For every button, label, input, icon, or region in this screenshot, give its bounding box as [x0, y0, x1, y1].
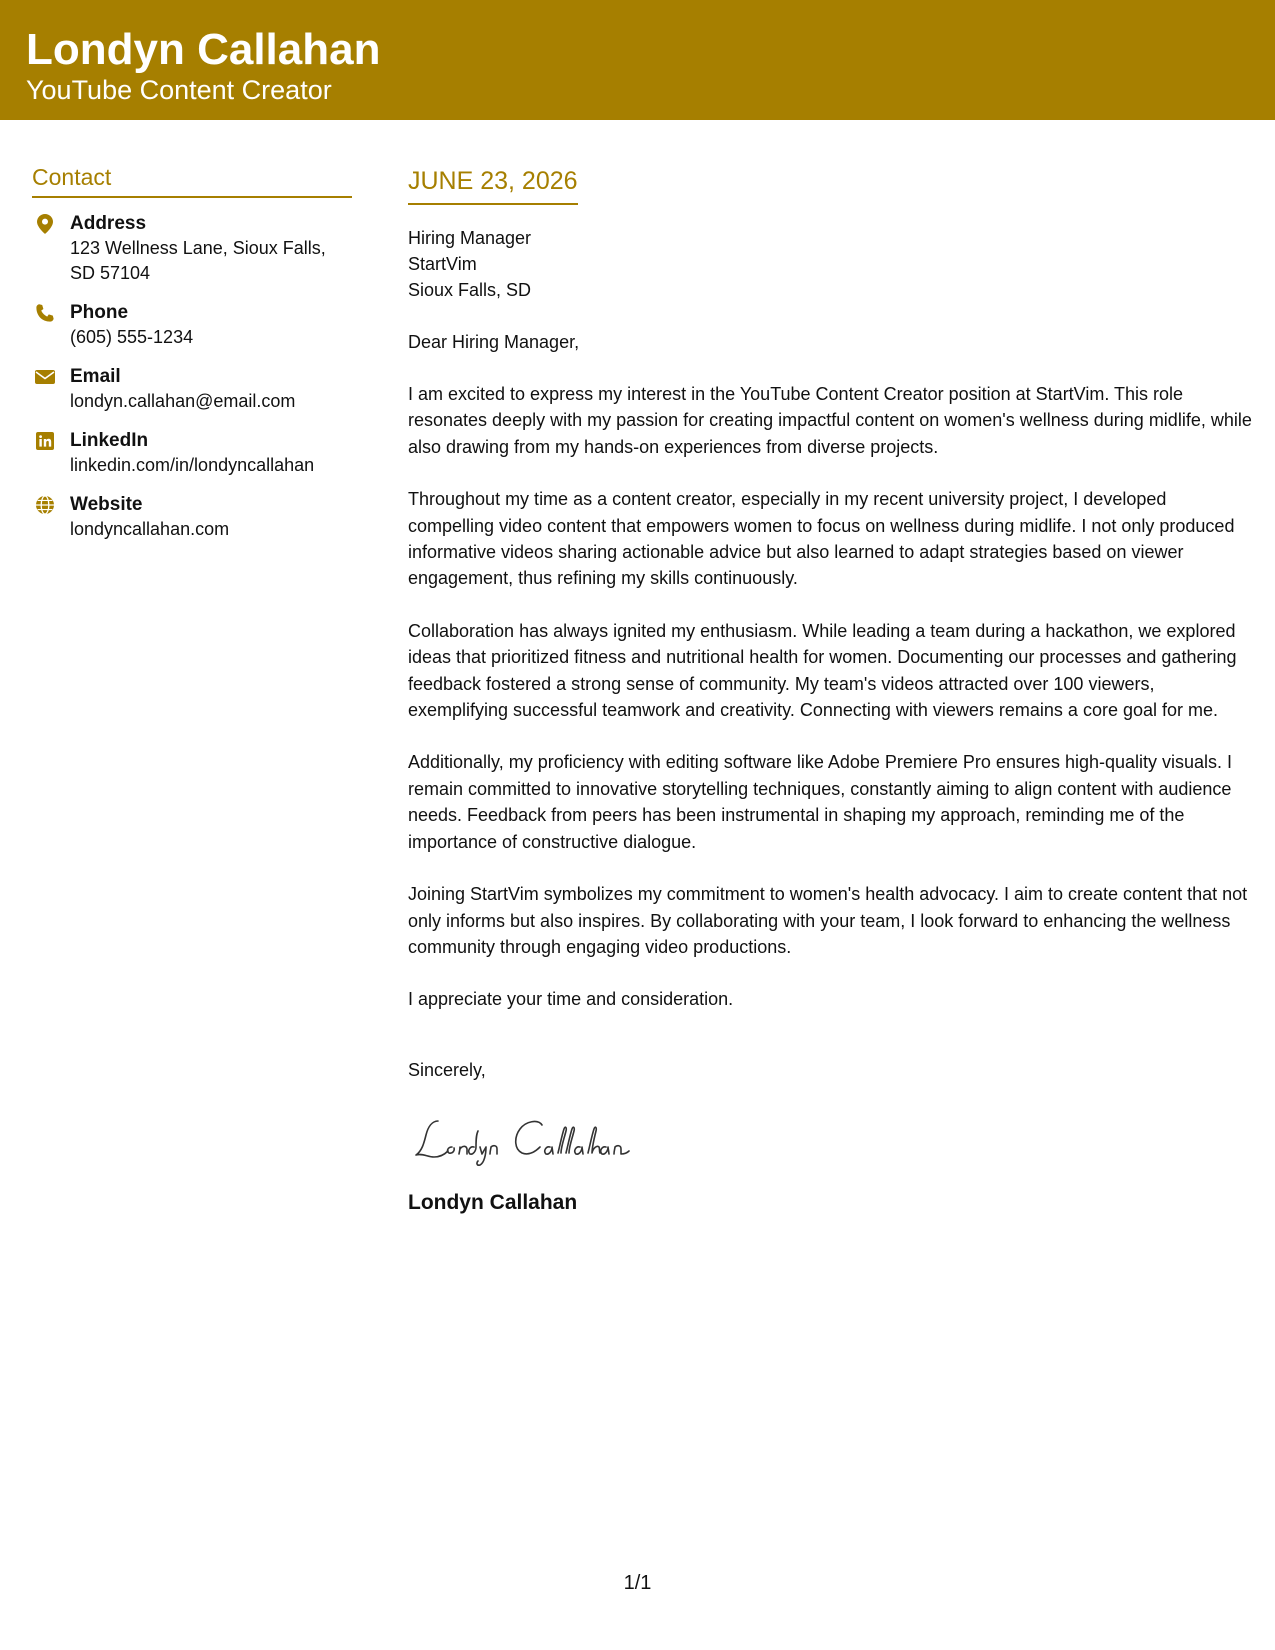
contact-label: Address — [70, 213, 147, 234]
closing: Sincerely, — [408, 1059, 486, 1080]
contact-item-website — [32, 492, 352, 542]
body-paragraph: Additionally, my proficiency with editing software like Adobe Premiere Pro ensures high-quality visuals. I remain committed to innovative storytelling techniques, constantly aiming to align content with audience needs. Feedback from peers has been instrumental in shaping my approach, reminding me of the importance of constructive dialogue. — [408, 752, 1233, 852]
body-paragraph: Collaboration has always ignited my enthusiasm. While leading a team during a hackathon, we explored ideas that prioritized fitness and nutritional health for women. Documenting our processes and gathering feedback fostered a strong sense of community. My team's videos attracted over 100 viewers, exemplifying successful teamwork and creativity. Connecting with viewers remains a core goal for me. — [408, 620, 1237, 721]
contact-heading: Contact — [32, 162, 352, 198]
contact-value: 123 Wellness Lane, Sioux Falls, SD 57104 — [70, 238, 326, 283]
header-banner — [0, 0, 1275, 120]
signed-name: Londyn Callahan — [408, 1190, 578, 1214]
contact-label: Website — [70, 494, 143, 515]
recipient-line: StartVim — [408, 254, 477, 274]
map-pin-icon — [34, 213, 56, 235]
body-paragraph: I appreciate your time and consideration. — [408, 989, 734, 1010]
body-paragraph: Throughout my time as a content creator, especially in my recent university project, I developed compelling video content that empowers women to focus on wellness during midlife. I not only produced informative videos sharing actionable advice but also learned to adapt strategies based on viewer engagement, thus refining my skills continuously. — [408, 489, 1235, 589]
greeting: Dear Hiring Manager, — [408, 332, 580, 352]
contact-value: londyn.callahan@email.com — [70, 391, 296, 411]
contact-item-linkedin — [32, 428, 352, 478]
body-paragraph: I am excited to express my interest in the YouTube Content Creator position at StartVim. This role resonates deeply with my passion for creating impactful content on women's wellness during midlife, while also drawing from my hands-on experiences from diverse projects. — [408, 384, 1252, 457]
recipient-block — [408, 225, 1253, 303]
contact-sidebar — [32, 162, 352, 556]
letter-body — [408, 165, 1253, 1217]
envelope-icon — [34, 366, 56, 388]
page-number: 1/1 — [623, 1572, 652, 1594]
applicant-name: Londyn Callahan — [26, 25, 381, 74]
contact-item-address — [32, 211, 352, 286]
body-paragraph: Joining StartVim symbolizes my commitment to women's health advocacy. I aim to create content that not only informs but also inspires. By collaborating with your team, I look forward to enhancing the wellness community through engaging video productions. — [408, 884, 1248, 957]
contact-list — [32, 211, 352, 542]
applicant-title: YouTube Content Creator — [26, 75, 332, 105]
contact-value: linkedin.com/in/londyncallahan — [70, 455, 315, 475]
recipient-line: Sioux Falls, SD — [408, 280, 532, 300]
recipient-line: Hiring Manager — [408, 228, 532, 248]
contact-value: londyncallahan.com — [70, 519, 230, 539]
contact-item-phone — [32, 300, 352, 350]
globe-icon — [34, 494, 56, 516]
phone-icon — [34, 302, 56, 324]
date-block — [408, 165, 578, 205]
contact-label: Email — [70, 366, 121, 387]
contact-label: Phone — [70, 302, 129, 323]
contact-value: (605) 555-1234 — [70, 327, 194, 347]
contact-item-email — [32, 364, 352, 414]
letter-date: JUNE 23, 2026 — [408, 167, 578, 195]
contact-label: LinkedIn — [70, 430, 149, 451]
linkedin-icon — [34, 430, 56, 452]
handwritten-signature — [408, 1107, 688, 1171]
